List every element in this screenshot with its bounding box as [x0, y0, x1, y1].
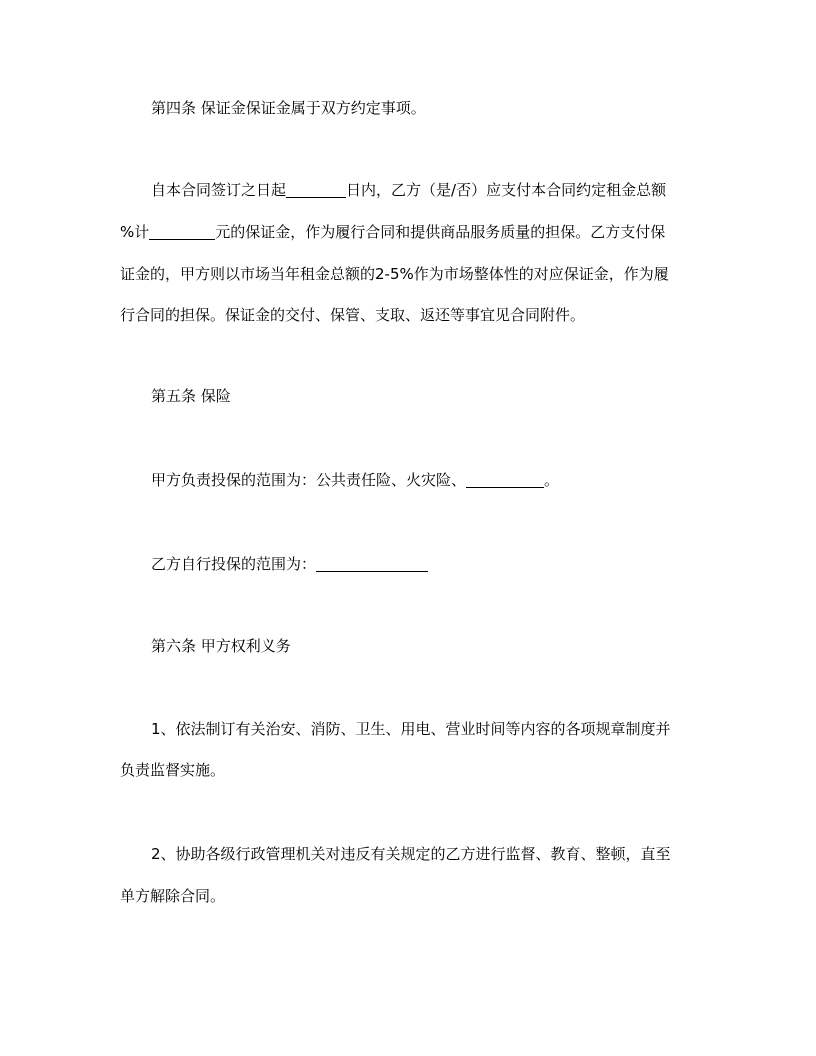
- article-4-line-3: 证金的，甲方则以市场当年租金总额的2-5%作为市场整体性的对应保证金，作为履: [120, 265, 669, 283]
- party-b-insurance-blank[interactable]: [316, 556, 428, 572]
- article-4-line-2-end: 元的保证金，作为履行合同和提供商品服务质量的担保。乙方支付保: [215, 223, 666, 241]
- article-4-heading: 第四条 保证金保证金属于双方约定事项。: [151, 99, 426, 117]
- party-a-insurance-line: [151, 470, 559, 490]
- article-6-item-1-line-2: 负责监督实施。: [120, 761, 226, 779]
- article-4-line-2-start: %计: [120, 223, 150, 241]
- party-a-insurance-text: 甲方负责投保的范围为：公共责任险、火灾险、: [151, 471, 467, 489]
- article-6-item-1-line-1: 1、依法制订有关治安、消防、卫生、用电、营业时间等内容的各项规章制度并: [151, 720, 671, 738]
- article-4-line-1-start: 自本合同签订之日起: [151, 181, 287, 199]
- party-b-insurance-line: [151, 554, 428, 574]
- party-a-insurance-end: 。: [544, 471, 560, 489]
- days-blank[interactable]: [286, 182, 346, 198]
- article-6-item-2-line-2: 单方解除合同。: [120, 887, 226, 905]
- article-4-line-1-end: 日内，乙方（是/否）应支付本合同约定租金总额: [346, 181, 667, 199]
- party-a-insurance-blank[interactable]: [466, 472, 544, 488]
- article-4-line-4: 行合同的担保。保证金的交付、保管、支取、返还等事宜见合同附件。: [120, 306, 586, 324]
- article-5-heading: 第五条 保险: [151, 387, 231, 405]
- article-6-heading: 第六条 甲方权利义务: [151, 637, 291, 655]
- article-6-item-2-line-1: 2、协助各级行政管理机关对违反有关规定的乙方进行监督、教育、整顿，直至: [151, 845, 671, 863]
- article-4-line-1: [151, 180, 666, 200]
- party-b-insurance-text: 乙方自行投保的范围为：: [151, 555, 317, 573]
- article-4-line-2: [120, 222, 665, 242]
- amount-blank[interactable]: [149, 224, 215, 240]
